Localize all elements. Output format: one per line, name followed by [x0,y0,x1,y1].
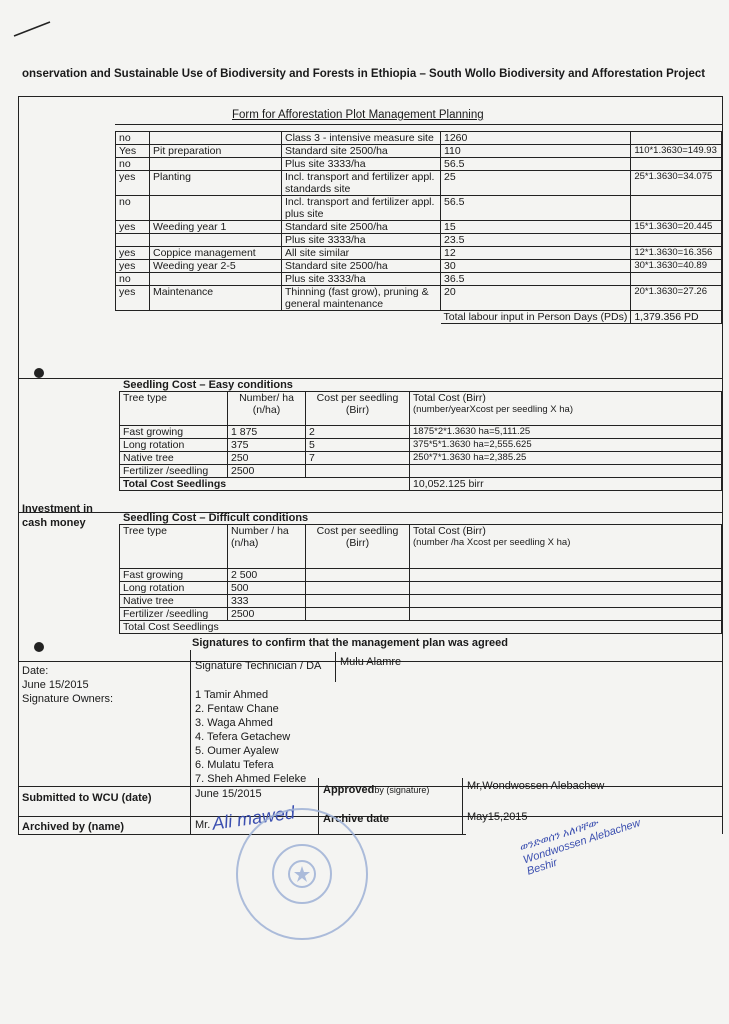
sig-divider [190,650,191,834]
labour-flag: yes [116,221,150,234]
owner-name: 6. Mulatu Tefera [195,759,274,771]
labour-flag [116,234,150,247]
difficult-type: Fertilizer /seedling [120,608,228,621]
labour-pd: 110 [441,145,631,158]
easy-col-total: Total Cost (Birr) [413,392,486,404]
easy-row [120,439,722,452]
approved-value: Mr,Wondwossen Alebachew [467,780,605,792]
difficult-row [120,608,722,621]
labour-activity [150,196,282,221]
easy-total: 375*5*1.3630 ha=2,555.625 [410,439,722,452]
easy-type: Native tree [120,452,228,465]
owners-list [195,688,306,786]
labour-activity [150,132,282,145]
owner-name: 4. Tefera Getachew [195,731,291,743]
easy-cost [306,465,410,478]
easy-total: 250*7*1.3630 ha=2,385.25 [410,452,722,465]
archive-date-value: May15,2015 [467,811,528,823]
easy-col-total-sub: (number/yearXcost per seedling X ha) [413,404,573,415]
difficult-col-tree: Tree type [120,525,228,569]
easy-row [120,452,722,465]
approved-sub: by (signature) [374,785,430,795]
archived-value: Mr. [195,819,211,831]
difficult-cost [306,582,410,595]
easy-cost: 2 [306,426,410,439]
difficult-cost [306,569,410,582]
labour-pd: 15 [441,221,631,234]
difficult-row [120,582,722,595]
owner-name: 5. Oumer Ayalew [195,745,279,757]
labour-calc: 12*1.3630=16.356 [631,247,722,260]
difficult-number: 2500 [228,608,306,621]
difficult-cost [306,608,410,621]
archive-date-label: Archive date [323,813,390,825]
labour-row [116,158,722,171]
difficult-total-label: Total Cost Seedlings [120,621,722,634]
easy-cost: 5 [306,439,410,452]
labour-pd: 30 [441,260,631,273]
easy-type: Fertilizer /seedling [120,465,228,478]
difficult-table [119,524,722,634]
labour-row [116,234,722,247]
easy-row [120,426,722,439]
submitted-label: Submitted to WCU (date) [22,792,152,804]
labour-standard: All site similar [282,247,441,260]
labour-row [116,221,722,234]
difficult-col-total-sub: (number /ha Xcost per seedling X ha) [413,537,571,548]
total-labour-label: Total labour input in Person Days (PDs) [441,311,631,324]
difficult-type: Native tree [120,595,228,608]
owner-name: 1 Tamir Ahmed [195,689,269,701]
labour-calc [631,196,722,221]
labour-activity [150,273,282,286]
difficult-col-cost: Cost per seedling (Birr) [306,525,410,569]
approved-value-divider [462,778,463,834]
owners-label: Signature Owners: [22,693,114,705]
difficult-col-number: Number / ha (n/ha) [228,525,306,569]
official-stamp [236,808,368,940]
labour-flag: yes [116,286,150,311]
difficult-total [410,569,722,582]
labour-standard: Standard site 2500/ha [282,260,441,273]
difficult-total [410,608,722,621]
labour-flag: no [116,132,150,145]
easy-title: Seedling Cost – Easy conditions [123,379,293,391]
labour-pd: 56.5 [441,196,631,221]
labour-calc: 30*1.3630=40.89 [631,260,722,273]
easy-number: 2500 [228,465,306,478]
archived-signature: Ali mawed [210,802,296,834]
easy-total-label: Total Cost Seedlings [120,478,410,491]
labour-standard: Incl. transport and fertilizer appl. standards site [282,171,441,196]
labour-activity [150,158,282,171]
labour-standard: Plus site 3333/ha [282,273,441,286]
difficult-number: 2 500 [228,569,306,582]
tech-divider [335,652,336,682]
easy-number: 375 [228,439,306,452]
labour-row [116,171,722,196]
difficult-row [120,569,722,582]
investment-label: Investment in cash money [22,503,93,529]
technician-label: Signature Technician / DA [195,660,322,672]
labour-calc: 20*1.3630=27.26 [631,286,722,311]
archived-label: Archived by (name) [22,821,125,833]
labour-pd: 56.5 [441,158,631,171]
approved-label [323,784,429,796]
difficult-number: 333 [228,595,306,608]
technician-name: Mulu Alamre [340,656,402,668]
labour-standard: Incl. transport and fertilizer appl. plus site [282,196,441,221]
easy-row [120,465,722,478]
difficult-title: Seedling Cost – Difficult conditions [123,512,309,524]
pen-mark [12,18,52,40]
difficult-cost [306,595,410,608]
labour-calc: 25*1.3630=34.075 [631,171,722,196]
labour-flag: Yes [116,145,150,158]
easy-total [410,465,722,478]
signatures-title: Signatures to confirm that the management plan was agreed [192,637,509,649]
labour-pd: 23.5 [441,234,631,247]
punch-hole [34,368,44,378]
labour-standard: Class 3 - intensive measure site [282,132,441,145]
labour-flag: yes [116,171,150,196]
total-labour-value: 1,379.356 PD [631,311,722,324]
labour-calc [631,234,722,247]
difficult-type: Long rotation [120,582,228,595]
labour-row [116,247,722,260]
approved-word: Approved [323,784,375,796]
difficult-row [120,595,722,608]
labour-pd: 25 [441,171,631,196]
labour-flag: yes [116,260,150,273]
easy-cost: 7 [306,452,410,465]
difficult-number: 500 [228,582,306,595]
labour-flag: no [116,158,150,171]
owner-name: 7. Sheh Ahmed Feleke [195,773,307,785]
labour-activity [150,234,282,247]
labour-standard: Standard site 2500/ha [282,221,441,234]
difficult-type: Fast growing [120,569,228,582]
labour-table [115,131,722,324]
labour-standard: Thinning (fast grow), pruning & general maintenance [282,286,441,311]
labour-calc [631,132,722,145]
labour-flag: yes [116,247,150,260]
easy-number: 250 [228,452,306,465]
difficult-total [410,595,722,608]
labour-row [116,196,722,221]
owner-name: 2. Fentaw Chane [195,703,279,715]
stamp-star-icon [292,864,312,884]
difficult-col-total: Total Cost (Birr) [413,525,486,537]
easy-table [119,391,722,491]
labour-standard: Standard site 2500/ha [282,145,441,158]
labour-pd: 36.5 [441,273,631,286]
labour-row [116,273,722,286]
labour-standard: Plus site 3333/ha [282,158,441,171]
right-border [722,96,723,834]
handwritten-signature: ወንድወሰን አለባቸው Wondwossen Alebachew Beshir [517,817,642,878]
labour-row [116,286,722,311]
labour-row [116,260,722,273]
easy-type: Long rotation [120,439,228,452]
labour-row [116,145,722,158]
labour-calc: 15*1.3630=20.445 [631,221,722,234]
labour-activity: Pit preparation [150,145,282,158]
punch-hole-2 [34,642,44,652]
easy-total: 1875*2*1.3630 ha=5,111.25 [410,426,722,439]
labour-calc: 110*1.3630=149.93 [631,145,722,158]
easy-col-cost: Cost per seedling (Birr) [306,392,410,426]
date-value: June 15/2015 [22,679,89,691]
easy-col-tree: Tree type [120,392,228,426]
easy-col-number: Number/ ha (n/ha) [228,392,306,426]
labour-pd: 1260 [441,132,631,145]
date-label: Date: [22,665,49,677]
labour-row [116,132,722,145]
labour-activity: Maintenance [150,286,282,311]
labour-activity: Weeding year 2-5 [150,260,282,273]
labour-pd: 12 [441,247,631,260]
project-title: onservation and Sustainable Use of Biodiversity and Forests in Ethiopia – South Wollo Biodiversity and Afforestation Project [22,68,706,80]
submitted-value: June 15/2015 [195,788,262,800]
labour-pd: 20 [441,286,631,311]
left-border [18,96,19,834]
labour-activity: Planting [150,171,282,196]
labour-calc [631,273,722,286]
title-rule [115,124,722,125]
labour-standard: Plus site 3333/ha [282,234,441,247]
labour-flag: no [116,273,150,286]
form-title: Form for Afforestation Plot Management Planning [232,109,484,121]
difficult-total [410,582,722,595]
easy-total-value: 10,052.125 birr [410,478,722,491]
bottom-rule [18,834,466,835]
top-rule [18,96,722,97]
labour-flag: no [116,196,150,221]
labour-activity: Coppice management [150,247,282,260]
owner-name: 3. Waga Ahmed [195,717,273,729]
labour-calc [631,158,722,171]
easy-type: Fast growing [120,426,228,439]
labour-activity: Weeding year 1 [150,221,282,234]
easy-number: 1 875 [228,426,306,439]
